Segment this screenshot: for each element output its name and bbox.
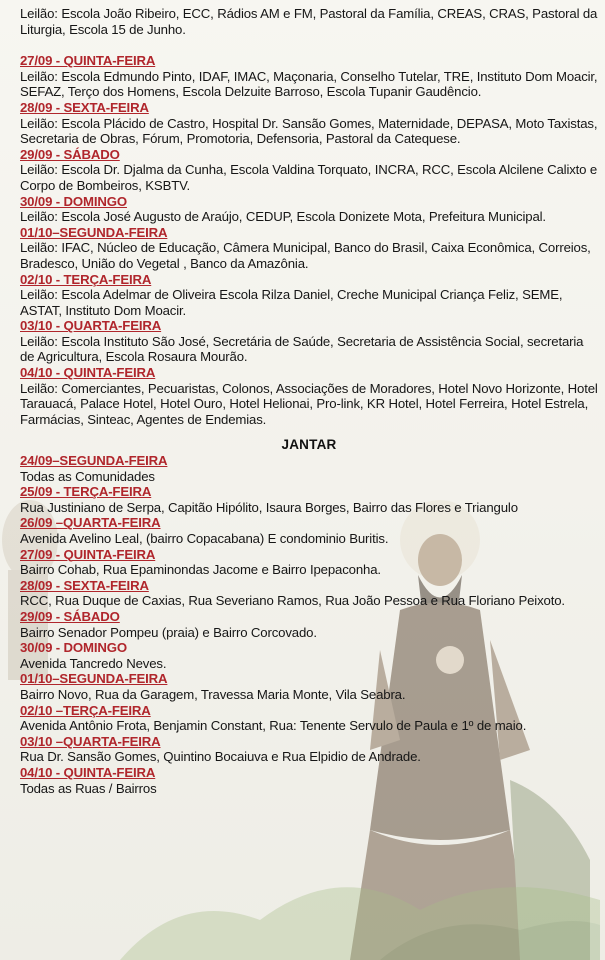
- leilao-intro-text: Leilão: Escola João Ribeiro, ECC, Rádios AM e FM, Pastoral da Família, CREAS, CRAS, Pastoral da Liturgia, Escola 15 de Junho.: [20, 6, 598, 37]
- day-heading: 27/09 - QUINTA-FEIRA: [20, 53, 156, 69]
- day-text: Leilão: Escola Plácido de Castro, Hospital Dr. Sansão Gomes, Maternidade, DEPASA, Moto Taxistas, Secretaria de Obras, Fórum, Promotoria, Defensoria, Pastoral da Catequese.: [20, 115, 598, 147]
- leilao-day: [20, 194, 598, 225]
- day-heading: 24/09–SEGUNDA-FEIRA: [20, 453, 168, 469]
- day-heading: 28/09 - SEXTA-FEIRA: [20, 99, 149, 115]
- jantar-section-title: JANTAR: [281, 437, 337, 453]
- day-heading: 04/10 - QUINTA-FEIRA: [20, 764, 156, 780]
- day-text: Leilão: Escola Edmundo Pinto, IDAF, IMAC, Maçonaria, Conselho Tutelar, TRE, Instituto Dom Moacir, SEFAZ, Terço dos Homens, Escola Delzuite Barroso, Escola Tupanir Gaudêncio.: [20, 68, 598, 100]
- jantar-day: [20, 671, 598, 702]
- day-text: Bairro Novo, Rua da Garagem, Travessa Maria Monte, Vila Seabra.: [20, 686, 406, 702]
- day-text: Rua Dr. Sansão Gomes, Quintino Bocaiuva e Rua Elpidio de Andrade.: [20, 749, 421, 765]
- day-heading: 28/09 - SEXTA-FEIRA: [20, 577, 149, 593]
- day-heading: 25/09 - TERÇA-FEIRA: [20, 484, 152, 500]
- schedule-content: [20, 6, 598, 796]
- day-text: Rua Justiniano de Serpa, Capitão Hipólito, Isaura Borges, Bairro das Flores e Triangulo: [20, 499, 518, 515]
- day-text: RCC, Rua Duque de Caxias, Rua Severiano Ramos, Rua João Pessoa e Rua Floriano Peixoto.: [20, 593, 565, 609]
- day-heading: 30/09 - DOMINGO: [20, 640, 127, 656]
- leilao-day: [20, 318, 598, 365]
- jantar-day: [20, 703, 598, 734]
- jantar-schedule: [20, 453, 598, 796]
- leilao-day: [20, 272, 598, 319]
- day-heading: 29/09 - SÁBADO: [20, 146, 120, 162]
- jantar-day: [20, 547, 598, 578]
- day-text: Bairro Senador Pompeu (praia) e Bairro Corcovado.: [20, 624, 317, 640]
- jantar-day: [20, 640, 598, 671]
- leilao-schedule: [20, 53, 598, 427]
- spacer: [20, 37, 598, 53]
- leilao-day: [20, 53, 598, 100]
- leilao-day: [20, 225, 598, 272]
- green-foliage: [120, 800, 600, 960]
- jantar-day: [20, 578, 598, 609]
- jantar-day: [20, 484, 598, 515]
- day-text: Todas as Comunidades: [20, 468, 155, 484]
- day-heading: 27/09 - QUINTA-FEIRA: [20, 546, 156, 562]
- day-text: Leilão: Escola Instituto São José, Secretária de Saúde, Secretaria de Assistência Social, secretaria de Agricultura, Escola Rosaura Mourão.: [20, 333, 584, 365]
- day-text: Bairro Cohab, Rua Epaminondas Jacome e Bairro Ipepaconha.: [20, 562, 381, 578]
- day-heading: 30/09 - DOMINGO: [20, 193, 127, 209]
- jantar-day: [20, 734, 598, 765]
- day-heading: 26/09 –QUARTA-FEIRA: [20, 515, 161, 531]
- jantar-day: [20, 515, 598, 546]
- day-heading: 29/09 - SÁBADO: [20, 608, 120, 624]
- day-heading: 03/10 - QUARTA-FEIRA: [20, 318, 162, 334]
- day-text: Avenida Tancredo Neves.: [20, 655, 167, 671]
- day-text: Avenida Antônio Frota, Benjamin Constant, Rua: Tenente Servulo de Paula e 1º de maio.: [20, 718, 527, 734]
- day-text: Leilão: IFAC, Núcleo de Educação, Câmera Municipal, Banco do Brasil, Caixa Econômica, Correios, Bradesco, União do Vegetal , Banco da Amazônia.: [20, 240, 591, 271]
- leilao-day: [20, 100, 598, 147]
- day-text: Leilão: Escola Dr. Djalma da Cunha, Escola Valdina Torquato, INCRA, RCC, Escola Alcilene Calixto e Corpo de Bombeiros, KSBTV.: [20, 162, 598, 193]
- jantar-day: [20, 453, 598, 484]
- day-heading: 01/10–SEGUNDA-FEIRA: [20, 671, 168, 687]
- leilao-day: [20, 147, 598, 194]
- day-heading: 02/10 –TERÇA-FEIRA: [20, 702, 151, 718]
- day-text: Avenida Avelino Leal, (bairro Copacabana) E condominio Buritis.: [20, 531, 389, 546]
- day-text: Leilão: Escola Adelmar de Oliveira Escola Rilza Daniel, Creche Municipal Criança Feliz, SEME, ASTAT, Instituto Dom Moacir.: [20, 287, 563, 318]
- day-heading: 03/10 –QUARTA-FEIRA: [20, 733, 161, 749]
- day-heading: 04/10 - QUINTA-FEIRA: [20, 365, 156, 381]
- day-heading: 01/10–SEGUNDA-FEIRA: [20, 224, 168, 240]
- leilao-intro: [20, 6, 598, 37]
- day-text: Todas as Ruas / Bairros: [20, 780, 157, 796]
- leilao-day: [20, 365, 598, 427]
- day-heading: 02/10 - TERÇA-FEIRA: [20, 271, 152, 287]
- day-text: Leilão: Escola José Augusto de Araújo, CEDUP, Escola Donizete Mota, Prefeitura Municipal.: [20, 209, 546, 225]
- jantar-day: [20, 609, 598, 640]
- jantar-day: [20, 765, 598, 796]
- day-text: Leilão: Comerciantes, Pecuaristas, Colonos, Associações de Moradores, Hotel Novo Horizonte, Hotel Tarauacá, Palace Hotel, Hotel Ouro, Hotel Helionai, Pro-link, KR Hotel, Hotel Ferreira, Hotel Estrela, Farmácias, Sinteac, Agentes de Endemias.: [20, 380, 598, 427]
